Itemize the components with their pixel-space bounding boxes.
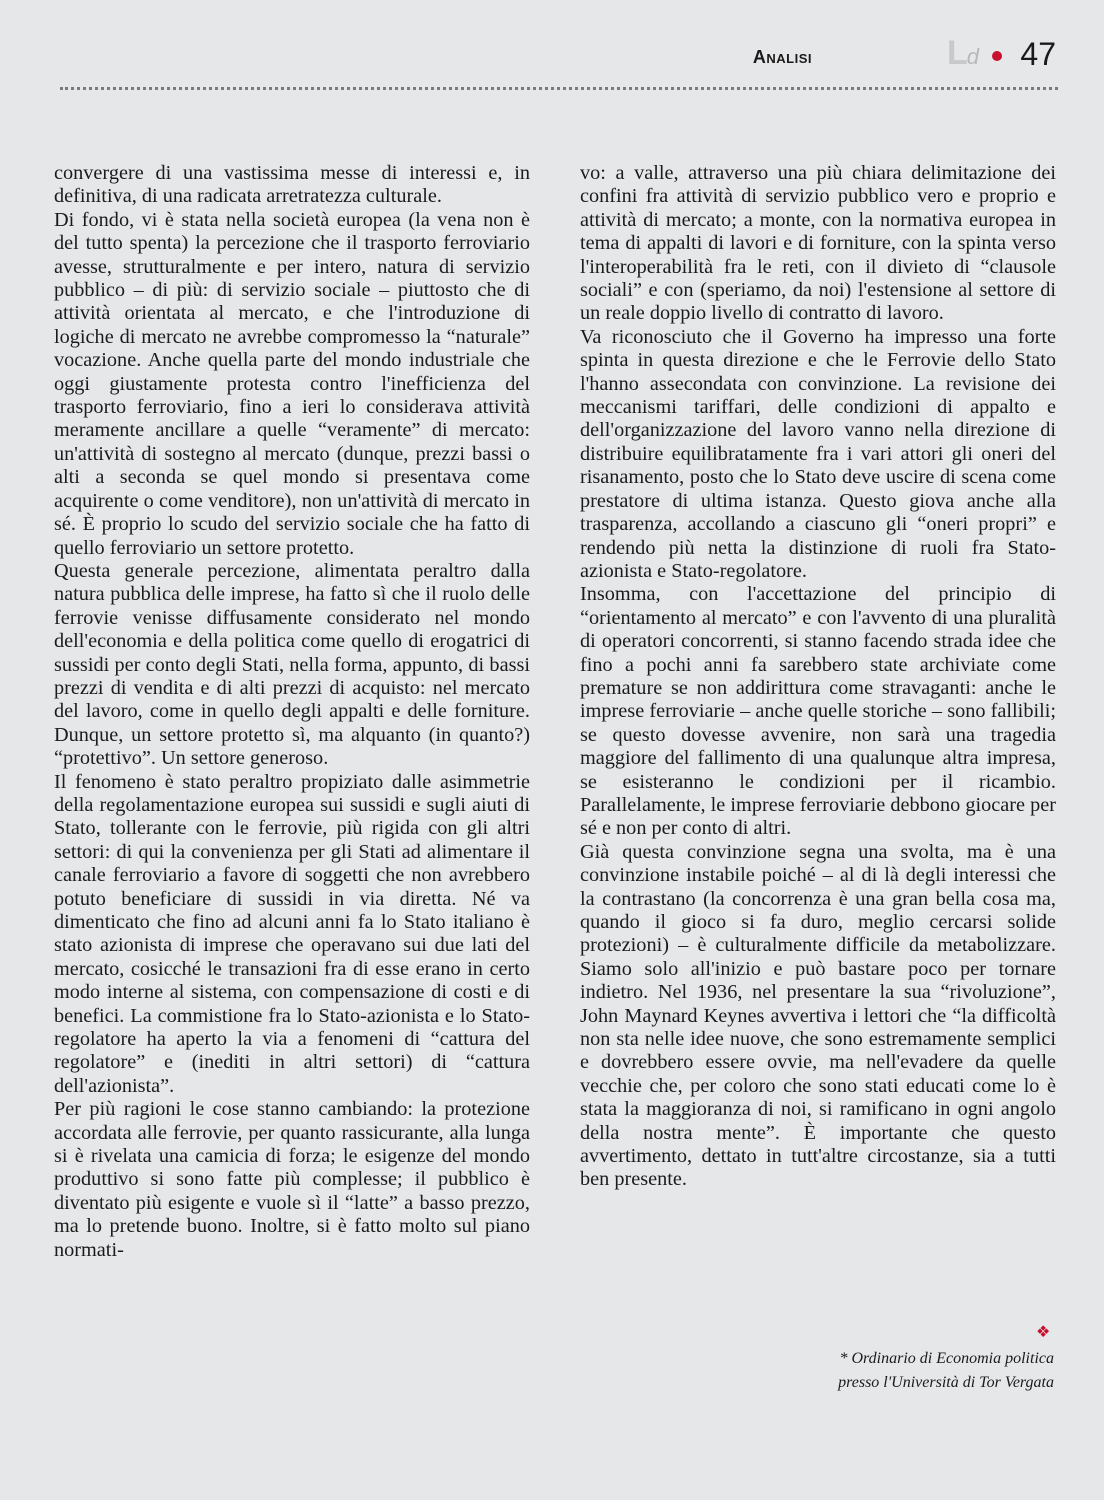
footnote-line: presso l'Università di Tor Vergata xyxy=(838,1374,1054,1391)
paragraph: vo: a valle, attraverso una più chiara delimitazione dei confini fra attività di servizio pubblico vero e proprio e attività di mercato; a monte, con la normativa europea in tema di appalti di lavori e di forniture, con la spinta verso l'interoperabilità fra le reti, con il divieto di “clausole sociali” e con (speriamo, da noi) l'estensione al settore di un reale doppio livello di contratto di lavoro. xyxy=(580,162,1056,325)
text-column-right xyxy=(580,162,1056,1192)
section-title: Analisi xyxy=(752,47,812,67)
page-header xyxy=(60,34,1056,88)
paragraph: Di fondo, vi è stata nella società europea (la vena non è del tutto spenta) la percezione che il trasporto ferroviario avesse, strutturalmente e per intero, natura di servizio pubblico – di più: di servizio sociale – piuttosto che di attività orientata al mercato, e che l'introduzione di logiche di mercato ne avrebbe compromesso la “naturale” vocazione. Anche quella parte del mondo industriale che oggi giustamente protesta contro l'inefficienza del trasporto ferroviario, fino a ieri lo considerava attività meramente ancillare a quelle “veramente” di mercato: un'attività di sostegno al mercato (dunque, prezzi bassi o alti a seconda se quel mondo si presentava come acquirente o come venditore), non un'attività di mercato in sé. È proprio lo scudo del servizio sociale che ha fatto di quello ferroviario un settore protetto. xyxy=(54,208,530,559)
header-divider xyxy=(60,87,1058,90)
paragraph: Già questa convinzione segna una svolta, ma è una convinzione instabile poiché – al di là degli interessi che la contrastano (la concorrenza è una gran bella cosa ma, quando il gioco si fa duro, meglio cercarsi solide protezioni) – è culturalmente difficile da metabolizzare. Siamo solo all'inizio e può bastare poco per tornare indietro. Nel 1936, nel presentare la sua “rivoluzione”, John Maynard Keynes avvertiva i lettori che “la difficoltà non sta nelle idee nuove, che sono estremamente semplici e dovrebbero essere ovvie, ma nell'evadere da quelle vecchie che, per coloro che sono stati educati come lo è stata la maggioranza di noi, si ramificano in ogni angolo della nostra mente”. È importante che questo avvertimento, dettato in tutt'altre circostanze, sia a tutti ben presente. xyxy=(580,840,1056,1191)
paragraph: Insomma, con l'accettazione del principio di “orientamento al mercato” e con l'avvento di una pluralità di operatori concorrenti, si stanno facendo strada idee che fino a pochi anni fa sarebbero state archiviate come premature se non addirittura come stravaganti: anche le imprese ferroviarie – anche quelle storiche – sono fallibili; se questo dovesse avvenire, non sarà una tragedia maggiore del fallimento di una qualunque altra impresa, se esisteranno le condizioni per il ricambio. Parallelamente, le imprese ferroviarie debbono giocare per sé e non per conto di altri. xyxy=(580,583,1056,840)
red-bullet-icon xyxy=(992,51,1002,61)
end-of-article-icon: ❖ xyxy=(1036,1322,1051,1341)
paragraph: Per più ragioni le cose stanno cambiando: la protezione accordata alle ferrovie, per quanto rassicurante, alla lunga si è rivelata una camicia di forza; le esigenze del mondo produttivo si sono fatte più complesse; il pubblico è diventato più esigente e vuole sì il “latte” a basso prezzo, ma lo pretende buono. Inoltre, si è fatto molto sul piano normati- xyxy=(54,1098,530,1261)
page-number: 47 xyxy=(1020,36,1056,72)
magazine-logo xyxy=(947,34,978,73)
footnote-line: * Ordinario di Economia politica xyxy=(839,1350,1054,1367)
author-footnote xyxy=(734,1347,1054,1395)
logo-letter: L xyxy=(946,34,967,72)
text-column-left xyxy=(54,162,530,1262)
paragraph: convergere di una vastissima messe di interessi e, in definitiva, di una radicata arretratezza culturale. xyxy=(54,162,530,208)
paragraph: Il fenomeno è stato peraltro propiziato dalle asimmetrie della regolamentazione europea sui sussidi e sugli aiuti di Stato, tollerante con le ferrovie, più rigida con gli altri settori: di qui la convenienza per gli Stati ad alimentare il canale ferroviario a favore di soggetti che non avrebbero potuto beneficiare di sussidi in via diretta. Né va dimenticato che fino ad alcuni anni fa lo Stato italiano è stato azionista di imprese che operavano sui due lati del mercato, cosicché le transazioni fra di esse erano in certo modo interne al sistema, con compensazione di costi e di benefici. La commistione fra lo Stato-azionista e lo Stato-regolatore ha aperto la via a fenomeni di “cattura del regolatore” e (inediti in altri settori) di “cattura dell'azionista”. xyxy=(54,770,530,1097)
logo-letter-sub: d xyxy=(966,44,978,69)
paragraph: Questa generale percezione, alimentata peraltro dalla natura pubblica delle imprese, ha fatto sì che il ruolo delle ferrovie venisse diffusamente considerato nel mondo dell'economia e della politica come quello di erogatrici di sussidi per conto degli Stati, nella forma, appunto, di bassi prezzi di vendita e di alti prezzi di acquisto: nel mercato del lavoro, come in quello degli appalti e delle forniture. Dunque, un settore protetto sì, ma alquanto (in quanto?) “protettivo”. Un settore generoso. xyxy=(54,559,530,770)
paragraph: Va riconosciuto che il Governo ha impresso una forte spinta in questa direzione e che le Ferrovie dello Stato l'hanno assecondata con convinzione. La revisione dei meccanismi tariffari, delle condizioni di appalto e dell'organizzazione del lavoro vanno nella direzione di distribuire equilibratamente fra i vari attori gli oneri del risanamento, posto che lo Stato deve uscire di scena come prestatore di ultima istanza. Questo giova anche alla trasparenza, accollando a ciascuno gli “oneri propri” e rendendo più netta la distinzione di ruoli fra Stato-azionista e Stato-regolatore. xyxy=(580,325,1056,582)
